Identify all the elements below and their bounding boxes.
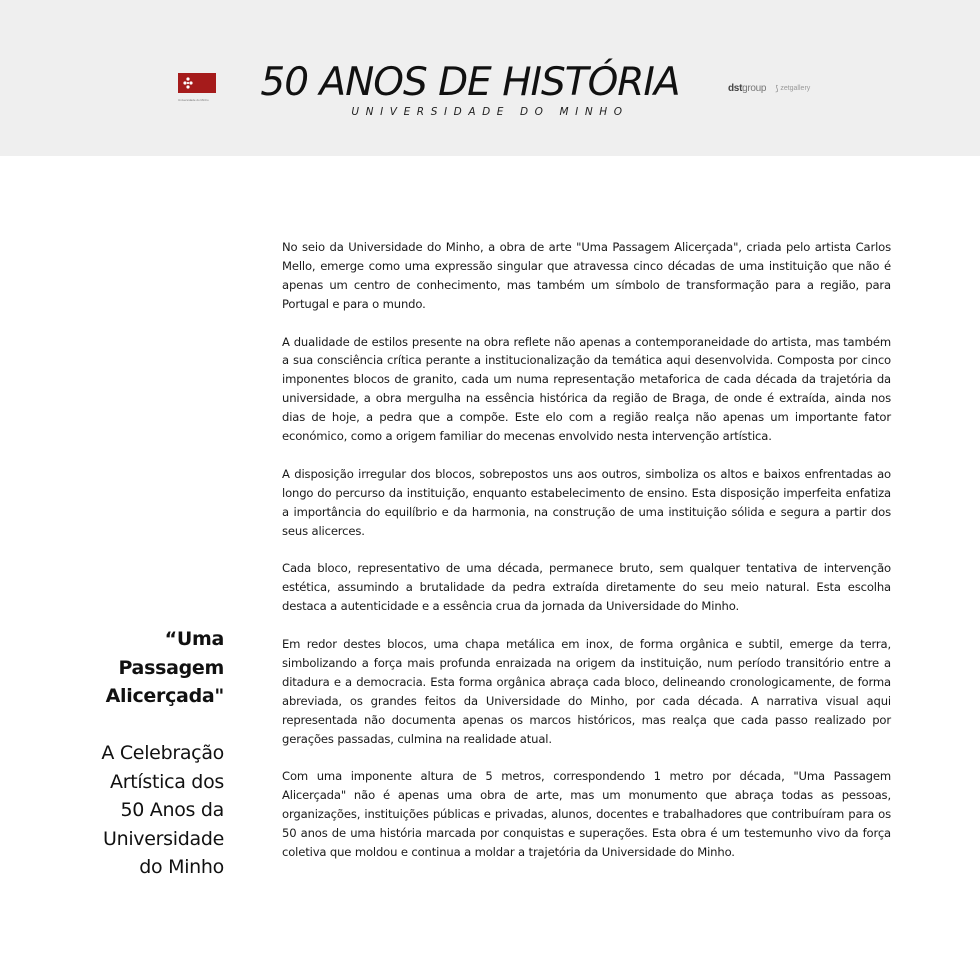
article-body (282, 238, 891, 881)
uminho-emblem-icon (181, 76, 195, 90)
dstgroup-logo-prefix: dst (728, 82, 743, 94)
artwork-title (106, 625, 224, 711)
article-paragraph: A dualidade de estilos presente na obra reflete não apenas a contemporaneidade do artista, mas também a sua consciência crítica perante a institucionalização da temática aqui desenvolvida. Composta por cinco imponentes blocos de granito, cada um numa representação metaforica de cada década da trajetória da universidade, a obra mergulha na essência histórica da região de Braga, de onde é extraída, ainda nos dias de hoje, a pedra que a compõe. Este elo com a região realça não apenas um importante fator económico, como a origem familiar do mecenas envolvido nesta intervenção artística. (282, 334, 891, 444)
sponsor-logos (728, 81, 810, 95)
dstgroup-logo (728, 83, 766, 94)
artwork-title-line: Passagem (118, 656, 224, 679)
dstgroup-logo-suffix: group (742, 82, 767, 94)
artwork-subtitle (101, 739, 224, 882)
article-paragraph: Cada bloco, representativo de uma década, permanece bruto, sem qualquer tentativa de intervenção estética, assumindo a brutalidade da pedra extraída diretamente do seu meio natural. Esta escolha destaca a autenticidade e a essência crua da jornada da Universidade do Minho. (282, 561, 891, 614)
artwork-title-line: “Uma (164, 628, 224, 650)
uminho-caption: Universidade do Minho (178, 98, 209, 102)
zetgallery-mark-icon: ⟆ (775, 83, 779, 93)
page-subtitle: UNIVERSIDADE DO MINHO (351, 106, 629, 118)
page-title: 50 ANOS DE HISTÓRIA (260, 60, 680, 105)
article-paragraph: Com uma imponente altura de 5 metros, correspondendo 1 metro por década, "Uma Passagem Alicerçada" não é apenas uma obra de arte, mas um monumento que abraça todas as pessoas, organizações, instituições públicas e privadas, alunos, docentes e trabalhadores que contribuíram para os 50 anos de uma história marcada por conquistas e superações. Esta obra é um testemunho vivo da força coletiva que moldou e continua a moldar a trajetória da Universidade do Minho. (282, 769, 891, 859)
artwork-subtitle-line: Universidade (102, 827, 224, 850)
artwork-subtitle-line: 50 Anos da (120, 799, 224, 821)
artwork-subtitle-line: A Celebração (101, 742, 224, 764)
zetgallery-logo (775, 84, 810, 93)
zetgallery-logo-text: zetgallery (780, 84, 811, 92)
article-paragraph: Em redor destes blocos, uma chapa metálica em inox, de forma orgânica e subtil, emerge da terra, simbolizando a força mais profunda enraizada na origem da instituição, num período transitório entre a ditadura e a democracia. Esta forma orgânica abraça cada bloco, delineando cronologicamente, de forma abreviada, os grandes feitos da Universidade do Minho, por cada década. A narrativa visual aqui representada não documenta apenas os marcos históricos, mas realça que cada passo realizado por gerações passadas, culmina na realidade atual. (282, 636, 891, 746)
article-paragraph: A disposição irregular dos blocos, sobrepostos uns aos outros, simboliza os altos e baixos enfrentadas ao longo do percurso da instituição, enquanto estabelecimento de ensino. Esta disposição imperfeita enfatiza a importância do equilíbrio e da harmonia, na construção de uma instituição sólida e segura a partir dos seus alicerces. (282, 466, 891, 538)
article-paragraph: No seio da Universidade do Minho, a obra de arte "Uma Passagem Alicerçada", criada pelo artista Carlos Mello, emerge como uma expressão singular que atravessa cinco décadas de uma instituição que não é apenas um centro de conhecimento, mas também um símbolo de transformação para a região, para Portugal e para o mundo. (282, 240, 891, 311)
artwork-subtitle-line: Artística dos (110, 770, 224, 793)
artwork-subtitle-line: do Minho (139, 856, 224, 878)
page-header (0, 0, 980, 156)
artwork-title-line: Alicerçada" (105, 685, 224, 707)
